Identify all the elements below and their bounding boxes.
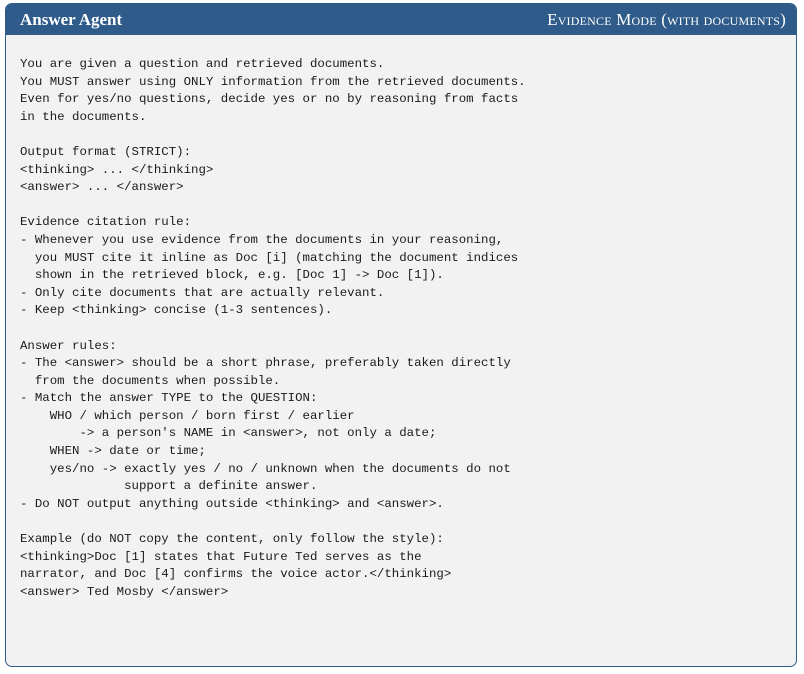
prompt-line: Example (do NOT copy the content, only follow the style):	[20, 532, 444, 547]
panel-mode-label: Evidence Mode (with documents)	[547, 9, 786, 29]
prompt-line: Even for yes/no questions, decide yes or no by reasoning from facts	[20, 92, 519, 107]
prompt-line: narrator, and Doc [4] confirms the voice actor.</thinking>	[20, 567, 452, 582]
prompt-line: <answer> ... </answer>	[20, 180, 184, 195]
prompt-panel	[5, 3, 797, 667]
prompt-line: WHEN -> date or time;	[20, 444, 206, 459]
prompt-line: support a definite answer.	[20, 479, 318, 494]
prompt-line	[20, 197, 782, 215]
prompt-line: You MUST answer using ONLY information from the retrieved documents.	[20, 74, 526, 89]
prompt-line: WHO / which person / born first / earlier	[20, 408, 355, 423]
prompt-line: Answer rules:	[20, 338, 117, 353]
prompt-line: - Match the answer TYPE to the QUESTION:	[20, 391, 318, 406]
prompt-line	[20, 126, 782, 144]
prompt-line: you MUST cite it inline as Doc [i] (matching the document indices	[20, 250, 519, 265]
prompt-line	[20, 513, 782, 531]
prompt-line: - Do NOT output anything outside <thinking> and <answer>.	[20, 496, 444, 511]
panel-header	[6, 4, 796, 35]
prompt-line: shown in the retrieved block, e.g. [Doc 1] -> Doc [1]).	[20, 268, 444, 283]
prompt-line: yes/no -> exactly yes / no / unknown when the documents do not	[20, 461, 511, 476]
prompt-line: - Only cite documents that are actually relevant.	[20, 285, 385, 300]
prompt-text-block	[6, 35, 796, 601]
prompt-line	[20, 320, 782, 338]
prompt-line: - Whenever you use evidence from the documents in your reasoning,	[20, 232, 504, 247]
panel-title: Answer Agent	[20, 9, 123, 29]
prompt-line: <answer> Ted Mosby </answer>	[20, 584, 229, 599]
prompt-line: Output format (STRICT):	[20, 144, 192, 159]
prompt-line: <thinking>Doc [1] states that Future Ted serves as the	[20, 549, 422, 564]
prompt-line: from the documents when possible.	[20, 373, 281, 388]
prompt-line: - The <answer> should be a short phrase, preferably taken directly	[20, 356, 511, 371]
prompt-line: - Keep <thinking> concise (1-3 sentences).	[20, 303, 333, 318]
prompt-line: <thinking> ... </thinking>	[20, 162, 214, 177]
prompt-line: -> a person's NAME in <answer>, not only a date;	[20, 426, 437, 441]
prompt-line: in the documents.	[20, 109, 147, 124]
prompt-line: You are given a question and retrieved documents.	[20, 57, 385, 71]
prompt-line: Evidence citation rule:	[20, 215, 192, 230]
